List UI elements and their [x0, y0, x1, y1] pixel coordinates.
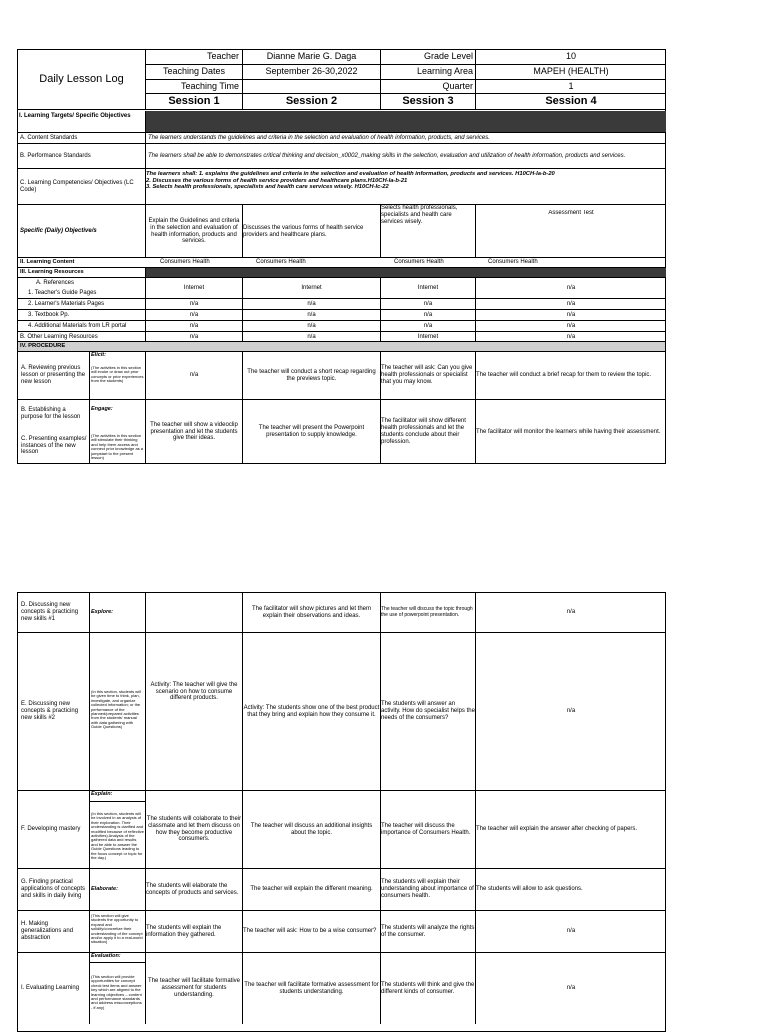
row-c-note: (The activities in this section will stimulate their thinking and help them access and connect prior knowledge as a jumpstart to the present lesson)	[91, 434, 144, 460]
row-h-note: (This section will give students the opportunity to expand and solidify/concretize their understanding of the concept and/or apply it to a real-world situation)	[91, 914, 143, 945]
session-1-header: Session 1	[168, 95, 220, 108]
learning-content-2: Consumers Health	[256, 259, 306, 266]
content-standards-label: A. Content Standards	[20, 134, 78, 141]
competency-line-1: The learners shall: 1. explains the guidelines and criteria in the selection and evaluation of health information, products and services. H10CH-Ia-b-20	[146, 171, 555, 177]
evaluation-label: Evaluation:	[91, 953, 121, 959]
row-a-session-1: n/a	[189, 372, 199, 379]
row-e-session-3: The students will answer an activity. How do specialist helps the needs of the consumers?	[381, 701, 475, 721]
resource-textbook-3: n/a	[423, 311, 433, 318]
resource-additional-3: n/a	[423, 322, 433, 329]
row-d-session-4: n/a	[566, 609, 576, 616]
elaborate-label: Elaborate:	[91, 886, 118, 893]
row-d-session-3: The teacher will discuss the topic through the use of powerpoint presentation.	[381, 605, 473, 618]
row-i-session-4: n/a	[566, 985, 576, 992]
resource-textbook-4: n/a	[566, 311, 576, 318]
row-bc-session-3: The facilitator will show different health professionals and let the students conclude about their profession.	[381, 418, 466, 445]
resource-additional-1: n/a	[189, 322, 199, 329]
teacher-label: Teacher	[206, 51, 239, 62]
resource-learner-materials-2: n/a	[307, 300, 316, 307]
resource-references-4: n/a	[566, 284, 576, 291]
resource-references-3: Internet	[417, 284, 439, 291]
quarter-value: 1	[568, 80, 574, 91]
resource-references-1: Internet	[183, 284, 205, 291]
resource-textbook-2: n/a	[307, 311, 316, 318]
row-i-session-1: The teacher will facilitate formative assessment for students understanding.	[147, 978, 241, 998]
objectives-dark-band	[146, 111, 666, 132]
content-standards-text: The learners understands the guidelines and criteria in the selection and evaluation of health information, products, and services.	[148, 134, 490, 141]
performance-standards-text: The learners shall be able to demonstrates critical thinking and decision_x0002_making skills in the selection, evaluation and utilization of health information, products and services.	[148, 152, 626, 159]
performance-standards-label: B. Performance Standards	[20, 152, 91, 159]
resource-learner-materials-1: n/a	[189, 300, 199, 307]
explain-label: Explain:	[91, 791, 113, 797]
header-title-cell	[17, 49, 146, 110]
row-bc-session-1: The teacher will show a videoclip presentation and let the students give their ideas.	[150, 421, 238, 442]
grade-label: Grade Level	[423, 51, 473, 62]
dates-value: September 26-30,2022	[265, 66, 358, 77]
elicit-label: Elicit:	[91, 352, 106, 358]
resource-teacher-guide-label: 1. Teacher's Guide Pages	[28, 289, 97, 296]
resource-additional-2: n/a	[307, 322, 316, 329]
resource-other-1: n/a	[189, 333, 199, 340]
row-e-session-4: n/a	[566, 708, 576, 715]
row-f-session-3: The teacher will discuss the importance of Consumers Health.	[381, 822, 471, 836]
specific-objective-2: Discusses the various forms of health service providers and healthcare plans.	[243, 224, 364, 238]
learning-content-3: Consumers Health	[394, 259, 444, 266]
row-h-session-3: The students will analyze the rights of the consumer.	[381, 924, 475, 938]
session-2-header: Session 2	[285, 95, 338, 108]
time-label: Teaching Time	[180, 80, 239, 91]
row-d-label: D. Discussing new concepts & practicing new skills #1	[21, 602, 79, 622]
resource-learner-materials-label: 2. Learner's Materials Pages	[28, 300, 105, 307]
row-b-label: B. Establishing a purpose for the lesson	[21, 407, 81, 420]
row-g-session-3: The students will explain their understanding about importance of consumers health.	[381, 879, 474, 899]
row-f-session-2: The teacher will discuss an additional insights about the topic.	[250, 822, 373, 836]
row-e-session-2: Activity: The students show one of the best product that they bring and explain how they consume it.	[243, 704, 380, 718]
row-e-session-1: Activity: The teacher will give the scenario on how to consume different products.	[150, 681, 238, 702]
resource-references-2: Internet	[301, 284, 322, 291]
competency-line-2: 2. Discusses the various forms of health service providers and healthcare plans.H10CH-Ia-b-21	[146, 177, 408, 184]
explore-label: Explore:	[91, 609, 114, 616]
row-g-session-2: The teacher will explain the different meaning.	[250, 886, 373, 893]
row-bc-session-2: The teacher will present the Powerpoint presentation to supply knowledge.	[258, 425, 365, 438]
specific-objectives-label: Specific (Daily) Objective/s	[20, 228, 97, 235]
quarter-label: Quarter	[442, 80, 473, 91]
procedure-label: IV. PROCEDURE	[20, 343, 66, 350]
row-a-label: A. Reviewing previous lesson or presenting the new lesson	[21, 365, 86, 385]
row-i-note: (This section will provide opportunities for concept check test items and answer key which are aligned to the learning objectives – content and performance standards and address misconceptions - if any)	[91, 975, 142, 1010]
row-c-label: C. Presenting examples/ instances of the new lesson	[21, 435, 87, 456]
resource-textbook-label: 3. Textbook Pp.	[28, 311, 70, 318]
row-a-note: (The activities in this section will evoke or draw out prior concepts or prior experiences from the students)	[91, 366, 144, 384]
learning-content-4: Consumers Health	[488, 259, 538, 266]
page-title: Daily Lesson Log	[39, 73, 124, 86]
resource-references-label: A. References	[36, 279, 75, 286]
resource-additional-4: n/a	[566, 322, 576, 329]
row-d-session-2: The facilitator will show pictures and let them explain their observations and ideas.	[251, 605, 372, 619]
time-value	[243, 79, 380, 93]
resource-other-3: Internet	[417, 333, 439, 340]
row-a-session-4: The teacher will conduct a brief recap for them to review the topic.	[476, 372, 652, 379]
row-f-session-1: The students will colaborate to their classmate and let them discuss on how they become productive consumers.	[146, 815, 242, 843]
learning-content-label: II. Learning Content	[20, 259, 75, 266]
row-f-label: F. Developing mastery	[21, 826, 81, 833]
grade-value: 10	[565, 51, 576, 62]
resource-learner-materials-4: n/a	[566, 300, 576, 307]
row-bc-session-4: The facilitator will monitor the learners while having their assessment.	[476, 428, 661, 435]
competencies-label: C. Learning Competencies/ Objectives (LC Code)	[20, 179, 134, 193]
row-h-session-2: The teacher will ask: How to be a wise consumer?	[243, 928, 377, 935]
competency-line-3: 3. Selects health professionals, specialists and health care services wisely. H10CH-Ic-22	[146, 184, 389, 191]
row-h-session-1: The students will explain the information they gathered.	[146, 924, 222, 938]
specific-objective-4: Assessment Test	[548, 210, 594, 216]
row-e-note: (In this section, students will be given time to think, plan, investigate, and organize collected information; or the performance of the planned/prepared activities from the students' manual with data gathering with Guide Questions)	[91, 690, 141, 730]
resource-other-2: n/a	[307, 333, 316, 340]
row-e-label: E. Discussing new concepts & practicing new skills #2	[21, 701, 79, 721]
teacher-value: Dianne Marie G. Daga	[266, 51, 357, 62]
resource-learner-materials-3: n/a	[423, 300, 433, 307]
area-label: Learning Area	[416, 66, 473, 77]
row-i-label: I. Evaluating Learning	[21, 985, 80, 992]
row-g-session-1: The students will elaborate the concepts of products and services.	[146, 882, 239, 896]
row-i-session-2: The teacher will facilitate formative assessment for students understanding.	[244, 981, 379, 995]
specific-objective-3: Selects health professionals, specialists and health care services wisely.	[381, 205, 458, 225]
learning-resources-label: III. Learning Resources	[20, 269, 84, 276]
row-g-label: G. Finding practical applications of concepts and skills in daily living	[21, 879, 86, 899]
row-i-session-3: The students will think and give the different kinds of consumer.	[381, 981, 475, 995]
row-a-session-3: The teacher will ask: Can you give health professionals or specialist that you may know.	[381, 365, 473, 385]
engage-label: Engage:	[91, 406, 113, 412]
row-h-label: H. Making generalizations and abstraction	[21, 921, 74, 941]
area-value: MAPEH (HEALTH)	[533, 66, 609, 77]
specific-objective-1: Explain the Guidelines and criteria in the selection and evaluation of health information, products and services.	[148, 217, 240, 245]
row-f-note: (In this section, students will be involved in an analysis of their exploration. Their understanding is clarified and modified because of reflective activities) Analysis of the gathered data and results and be able to answer the Guide Questions leading to the focus concept or topic for the day.)	[91, 812, 144, 860]
competencies-text	[146, 171, 664, 204]
session-3-header: Session 3	[402, 95, 454, 108]
row-g-session-4: The students will allow to ask questions.	[476, 886, 583, 893]
resources-dark-band	[146, 268, 666, 277]
row-f-session-4: The teacher will explain the answer after checking of papers.	[476, 826, 638, 833]
row-a-session-2: The teacher will conduct a short recap regarding the previews topic.	[247, 368, 376, 382]
resource-additional-label: 4. Additional Materials from LR portal	[28, 322, 127, 329]
dates-label: Teaching Dates	[162, 66, 226, 77]
objectives-section-label: I. Learning Targets/ Specific Objectives	[19, 113, 131, 119]
session-4-header: Session 4	[545, 95, 597, 108]
resource-other-label: B. Other Learning Resources	[20, 333, 98, 340]
resource-other-4: n/a	[566, 333, 576, 340]
learning-content-1: Consumers Health	[160, 259, 210, 266]
row-h-session-4: n/a	[566, 928, 576, 935]
resource-textbook-1: n/a	[189, 311, 199, 318]
